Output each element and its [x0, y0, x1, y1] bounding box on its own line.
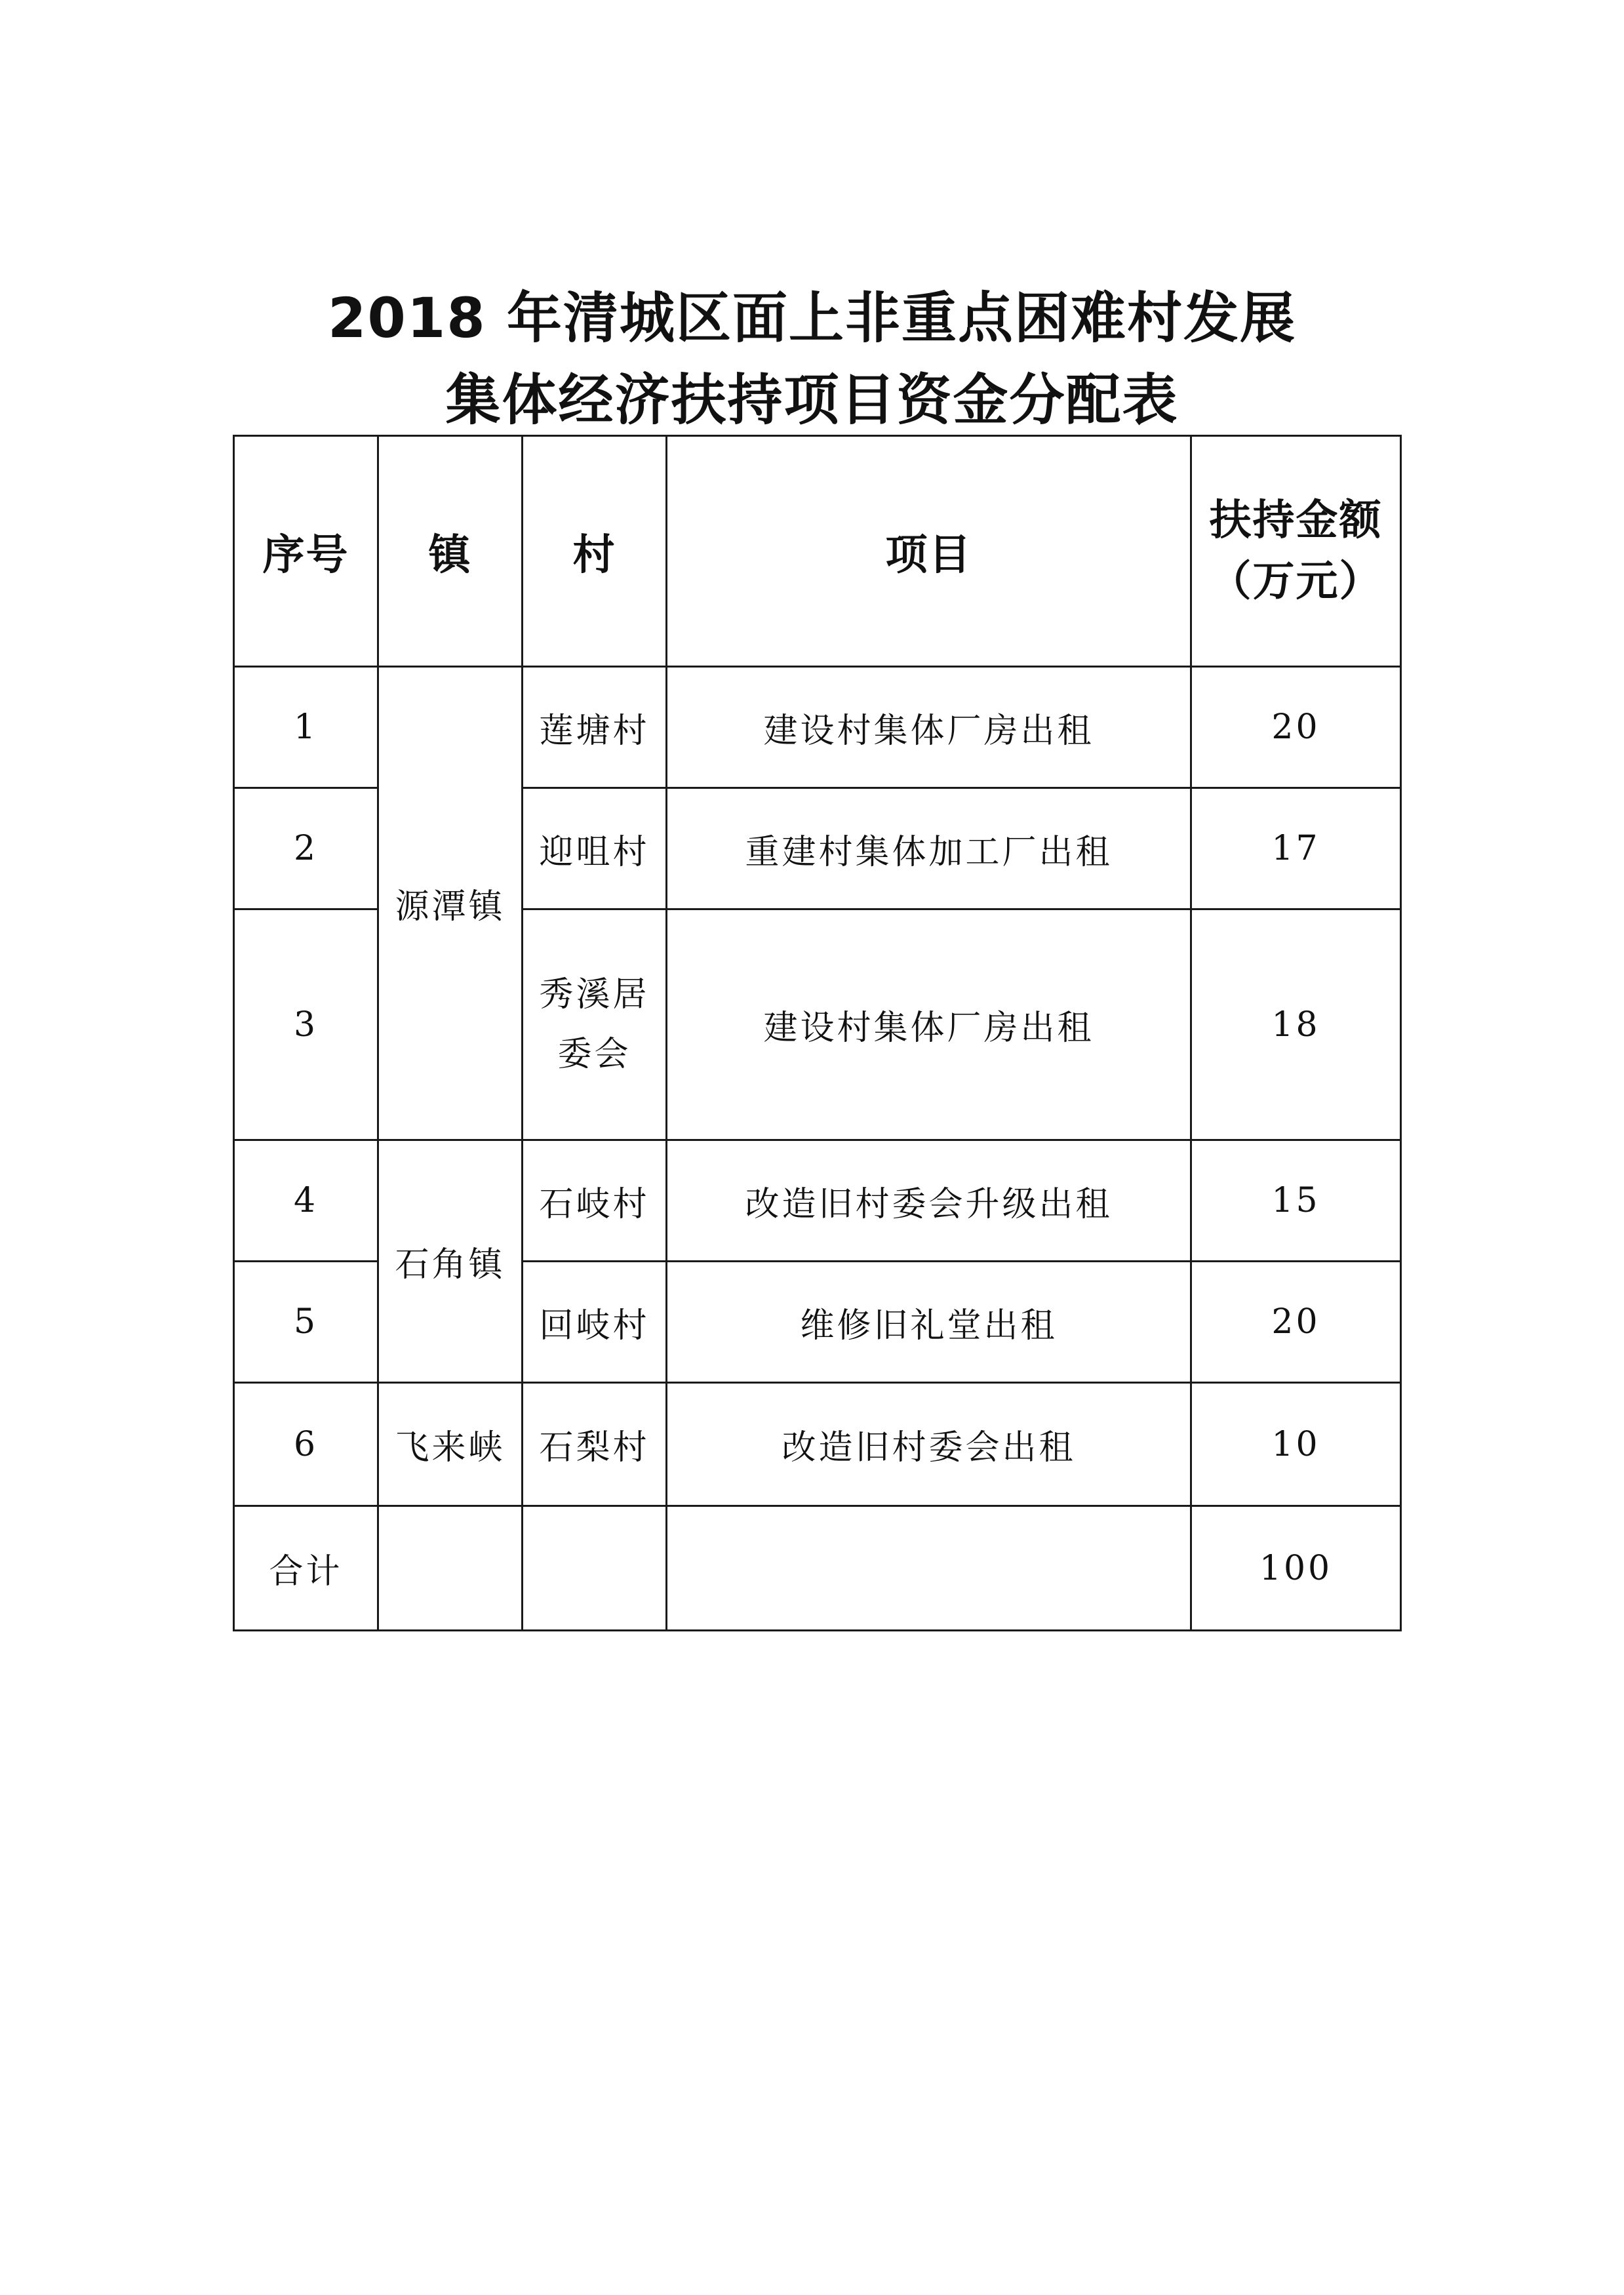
row-village: 回岐村 — [523, 1262, 667, 1383]
table-row — [234, 667, 1401, 788]
town-cell-feilaixia: 飞来峡 — [378, 1383, 523, 1506]
total-empty-cell — [667, 1506, 1191, 1631]
row-village-line-1: 秀溪居 — [539, 974, 650, 1014]
row-project: 维修旧礼堂出租 — [667, 1262, 1191, 1383]
total-label: 合计 — [234, 1506, 378, 1631]
table-header-row — [234, 436, 1401, 667]
row-amount: 17 — [1191, 788, 1401, 909]
header-amount-label: 扶持金额 — [1209, 496, 1383, 545]
fund-allocation-table — [233, 435, 1402, 1631]
row-amount: 18 — [1191, 909, 1401, 1140]
row-village-line-2: 委会 — [557, 1034, 631, 1074]
row-project: 改造旧村委会升级出租 — [667, 1140, 1191, 1262]
row-seq: 3 — [234, 909, 378, 1140]
row-amount: 15 — [1191, 1140, 1401, 1262]
total-empty-cell — [523, 1506, 667, 1631]
row-seq: 6 — [234, 1383, 378, 1506]
header-project: 项目 — [667, 436, 1191, 667]
row-village — [523, 909, 667, 1140]
row-seq: 5 — [234, 1262, 378, 1383]
row-amount: 20 — [1191, 1262, 1401, 1383]
row-seq: 2 — [234, 788, 378, 909]
header-amount — [1191, 436, 1401, 667]
row-village: 迎咀村 — [523, 788, 667, 909]
row-project: 重建村集体加工厂出租 — [667, 788, 1191, 909]
header-village: 村 — [523, 436, 667, 667]
header-amount-unit: （万元） — [1209, 557, 1383, 606]
town-cell-shijiao: 石角镇 — [378, 1140, 523, 1383]
town-cell-yuantan: 源潭镇 — [378, 667, 523, 1140]
row-seq: 4 — [234, 1140, 378, 1262]
document-title-line-1: 2018 年清城区面上非重点困难村发展 — [327, 286, 1297, 350]
document-title-line-2: 集体经济扶持项目资金分配表 — [445, 368, 1179, 432]
row-village: 莲塘村 — [523, 667, 667, 788]
row-seq: 1 — [234, 667, 378, 788]
row-amount: 10 — [1191, 1383, 1401, 1506]
row-project: 建设村集体厂房出租 — [667, 667, 1191, 788]
row-project: 建设村集体厂房出租 — [667, 909, 1191, 1140]
header-seq: 序号 — [234, 436, 378, 667]
total-empty-cell — [378, 1506, 523, 1631]
table-row — [234, 1383, 1401, 1506]
table-row — [234, 1140, 1401, 1262]
row-amount: 20 — [1191, 667, 1401, 788]
row-village: 石岐村 — [523, 1140, 667, 1262]
table-total-row — [234, 1506, 1401, 1631]
row-village: 石梨村 — [523, 1383, 667, 1506]
row-project: 改造旧村委会出租 — [667, 1383, 1191, 1506]
total-amount: 100 — [1191, 1506, 1401, 1631]
header-town: 镇 — [378, 436, 523, 667]
